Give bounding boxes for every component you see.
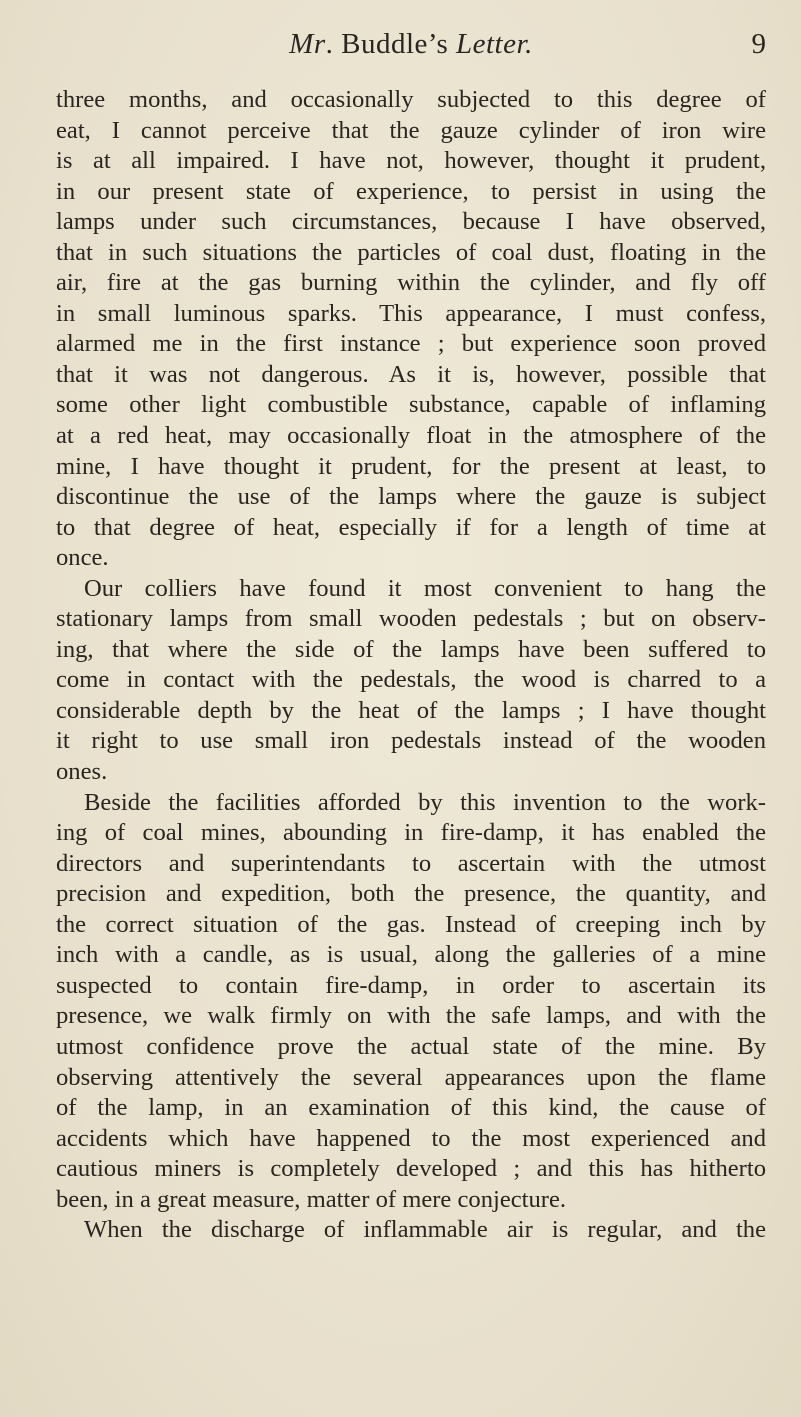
text-line: Our colliers have found it most convenient to hang the: [84, 574, 766, 602]
text-line: inch with a candle, as is usual, along the galleries of a mine: [56, 941, 766, 969]
text-line: in our present state of experience, to persist in using the: [56, 177, 766, 205]
text-line: precision and expedition, both the presence, the quantity, and: [56, 880, 766, 908]
text-line: eat, I cannot perceive that the gauze cylinder of iron wire: [56, 116, 766, 144]
text-line: that in such situations the particles of coal dust, floating in the: [56, 238, 766, 266]
text-line: When the discharge of inflammable air is regular, and the: [84, 1216, 766, 1244]
text-line: once.: [56, 544, 109, 572]
text-line: to that degree of heat, especially if for a length of time at: [56, 513, 766, 541]
text-line: utmost confidence prove the actual state of the mine. By: [56, 1032, 766, 1060]
text-line: mine, I have thought it prudent, for the present at least, to: [56, 452, 766, 480]
running-head-prefix: Mr: [289, 28, 326, 60]
text-line: three months, and occasionally subjected to this degree of: [56, 86, 766, 113]
page-header: [56, 28, 766, 68]
running-head-word: Letter: [456, 28, 526, 60]
text-line: lamps under such circumstances, because I have observed,: [56, 208, 766, 236]
text-line: been, in a great measure, matter of mere conjecture.: [56, 1185, 567, 1213]
text-line: alarmed me in the first instance ; but experience soon proved: [56, 330, 766, 358]
text-line: at a red heat, may occasionally float in the atmosphere of the: [56, 422, 766, 450]
text-line: discontinue the use of the lamps where the gauze is subject: [56, 483, 766, 511]
text-line: accidents which have happened to the most experienced and: [56, 1124, 766, 1152]
text-line: considerable depth by the heat of the lamps ; I have thought: [56, 696, 766, 724]
running-head-name: Buddle’s: [341, 28, 456, 60]
text-line: Beside the facilities afforded by this invention to the work-: [84, 788, 766, 816]
text-line: presence, we walk firmly on with the safe lamps, and with the: [56, 1002, 766, 1030]
text-line: suspected to contain fire-damp, in order to ascertain its: [56, 971, 766, 999]
text-line: that it was not dangerous. As it is, however, possible that: [56, 360, 766, 388]
text-line: ing of coal mines, abounding in fire-damp, it has enabled the: [56, 819, 766, 847]
text-line: it right to use small iron pedestals instead of the wooden: [56, 727, 766, 755]
text-line: in small luminous sparks. This appearance, I must confess,: [56, 299, 766, 327]
running-head: [56, 28, 766, 61]
text-line: ing, that where the side of the lamps have been suffered to: [56, 635, 766, 663]
text-line: directors and superintendants to ascertain with the utmost: [56, 849, 766, 877]
text-line: some other light combustible substance, capable of inflaming: [56, 391, 766, 419]
text-line: stationary lamps from small wooden pedestals ; but on observ-: [56, 605, 766, 633]
text-line: come in contact with the pedestals, the wood is charred to a: [56, 666, 766, 694]
text-line: observing attentively the several appearances upon the flame: [56, 1063, 766, 1091]
text-line: the correct situation of the gas. Instead of creeping inch by: [56, 910, 766, 938]
text-line: ones.: [56, 758, 108, 786]
text-line: is at all impaired. I have not, however, thought it prudent,: [56, 147, 766, 175]
page-number: 9: [751, 28, 766, 60]
text-line: of the lamp, in an examination of this kind, the cause of: [56, 1094, 766, 1122]
body-text: [56, 85, 766, 1246]
running-head-end: .: [525, 28, 533, 60]
text-line: air, fire at the gas burning within the cylinder, and fly off: [56, 269, 766, 297]
text-line: cautious miners is completely developed ; and this has hitherto: [56, 1155, 766, 1183]
running-head-dot: .: [325, 28, 342, 60]
